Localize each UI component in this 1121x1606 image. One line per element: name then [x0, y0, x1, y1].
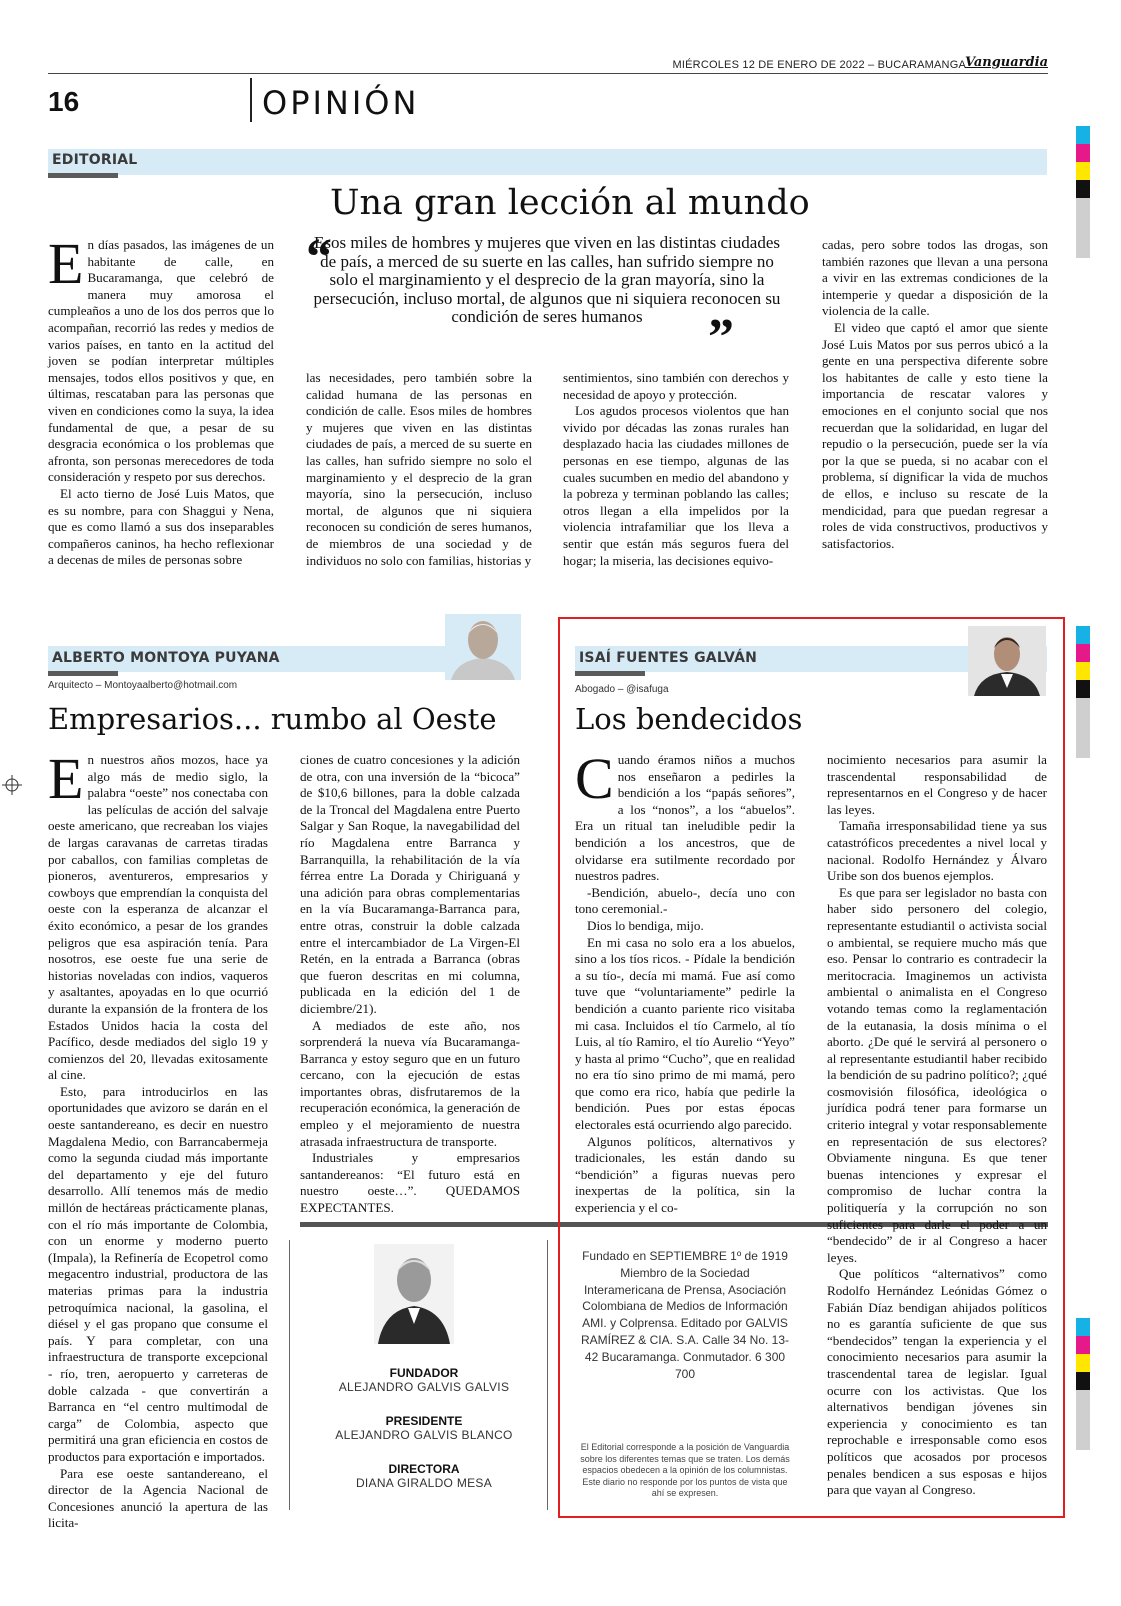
author-byline-montoya: Arquitecto – Montoyaalberto@hotmail.com — [48, 680, 238, 691]
registration-marks-top — [1076, 126, 1090, 258]
masthead-credits — [306, 1366, 542, 1510]
section-divider — [250, 78, 252, 122]
fuentes-paragraph: Es que para ser legislador no basta con haber sido personero del colegio, representante estudiantil o activista social o ambiental, se requiere mucho más que eso. Pensar lo contrario es contradecir la meritocracia. Imaginemos un activista ambiental o animalista en el Congreso votando temas como la reglamentación de la eutanasia, la dosis mínima o el aborto. ¿De qué le servirá al personero o al representante estudiantil haber recibido la bendición de su padrino político?; ¿qué cosmovisión filosófica, ideológica o jurídica podrá tener para formarse un criterio integral y votar responsablemente en representación de sus electores? Obviamente ninguna. Es que tener buenas intenciones y expresar el compromiso de luchar contra la politiquería y la corrupción no son suficientes para darle el poder a un “bendecido” de ir al Congreso a hacer leyes. — [827, 884, 1047, 1265]
header-rule — [48, 55, 1048, 74]
editorial-pull-quote: Esos miles de hombres y mujeres que viven en las distintas ciudades de país, a merced de su suerte en las calles, han sufrido siempre no solo el marginamiento y el desprecio de la gran mayoría, sino la persecución, incluso mortal, de algunos que ni siquiera reconocen su condición de seres humanos — [313, 233, 781, 326]
newspaper-logo[interactable]: Vanguardia — [964, 55, 1048, 70]
column-title-montoya: Empresarios... rumbo al Oeste — [48, 702, 497, 736]
founder-role: FUNDADOR — [389, 1366, 459, 1380]
founder-photo — [374, 1244, 454, 1344]
fuentes-paragraph: uando éramos niños a muchos nos enseñaron a pedirles la bendición a los “papás señores”, a los “nonos”, a los “abuelos”. Era un ritual tan ineludible pedir la bendición a los ancestros, que de olvidarse era sutilmente recordado por nuestros padres. — [575, 752, 795, 884]
quote-open-icon: “ — [306, 229, 332, 286]
director-name: DIANA GIRALDO MESA — [355, 1476, 493, 1490]
director-role: DIRECTORA — [388, 1462, 460, 1476]
masthead-separator-left — [289, 1240, 290, 1510]
editorial-paragraph: cadas, pero sobre todos las drogas, son también razones que llevan a una persona a vivir en las extremas condiciones de la intemperie y quedar a disposición de la violencia de la calle. — [822, 237, 1048, 319]
fuentes-dropcap: C — [575, 746, 614, 811]
author-byline-fuentes: Abogado – @isafuga — [575, 684, 669, 695]
editorial-column-2 — [306, 370, 532, 569]
editorial-label-bar — [48, 149, 1047, 175]
fuentes-paragraph: Que políticos “alternativos” como Rodolfo Hernández Leónidas Gómez o Fabián Díaz bendigan ahijados políticos no es garantía suficiente de que sus “bendecidos” tengan la experiencia y el conocimiento necesarios para asumir la trascendental tarea de legislar. Igual ocurre con los activistas. Que los alternativos bendigan jóvenes sin experiencia y conocimiento es tan reprochable e irresponsable como esos políticos que acosados por procesos penales bendicen a sus esposas e hijos para que vayan al Congreso. — [827, 1266, 1047, 1498]
quote-close-icon: ” — [708, 309, 734, 366]
editorial-paragraph: Los agudos procesos violentos que han vivido por décadas las zonas rurales han desplazado hacia las ciudades millones de personas en ese tiempo, algunas de las cuales sucumben en medio del abandono y la pobreza y terminan poblando las calles; otros llegan a ella impelidos por la violencia intrafamiliar que los lleva a sentir que están más seguros fuera del hogar; la miseria, las decisiones equivo- — [563, 403, 789, 568]
selection-highlight-box — [558, 617, 1065, 1518]
editorial-column-4 — [822, 237, 1048, 552]
montoya-paragraph: Esto, para introducirlos en las oportunidades que avizoro se darán en el oeste santandereano, es decir en nuestro Magdalena Medio, con Barrancabermeja como la segunda ciudad más importante del departamento y eje del futuro desarrollo. Allí tenemos más de medio millón de hectáreas prácticamente planas, con el río más importante de Colombia, con un enorme y moderno puerto (Impala), la Refinería de Ecopetrol como megacentro industrial, productora de las materias primas para la industria petroquímica nacional, la gasolina, el diésel y el gas propano que consume el país. Y para completar, con una infraestructura de transporte excepcional - río, tren, aeropuerto y carreteras de doble calzada - que convertirán a Barranca en “el centro multimodal de carga” de Colombia, aspecto que permitirá una gran eficiencia en costos de productos para exportación e importados. — [48, 1083, 268, 1464]
editorial-column-1 — [48, 231, 274, 569]
editorial-label: EDITORIAL — [52, 152, 138, 168]
column-title-fuentes: Los bendecidos — [575, 702, 803, 736]
author-name-fuentes: ISAÍ FUENTES GALVÁN — [579, 650, 758, 666]
editorial-paragraph: las necesidades, pero también sobre la calidad humana de las personas en condición de calle. Esos miles de hombres y mujeres que viven en las distintas ciudades de país, a merced de su suerte en las calles, han sufrido siempre no solo el marginamiento y el desprecio de la gran mayoría, sino la persecución, incluso mortal, de algunos que ni siquiera reconocen su condición de seres humanos, de miembros de una sociedad y de individuos no solo con familias, historias y — [306, 370, 532, 568]
editorial-paragraph: n días pasados, las imágenes de un habitante de calle, en Bucaramanga, que celebró de manera muy amorosa el cumpleaños a uno de los dos perros que lo acompañan, recorrió las redes y medios de varios países, en tanto en la actitud del joven se podían interpretar múltiples mensajes, todos ellos positivos y que, en últimas, rescataban para las personas que viven en condiciones como la suya, la idea fundamental de que, a pesar de su desgracia económica o los problemas que afronta, son personas merecedores de toda consideración y respeto por sus derechos. — [48, 237, 274, 485]
author-photo-montoya — [445, 614, 521, 680]
editorial-paragraph: El video que captó el amor que siente José Luis Matos por sus perros ubicó a la gente en una perspectiva diferente sobre los habitantes de calle y esto tiene la importancia de rescatar valores y emociones en el conjunto social que nos recuerdan que la solidaridad, en lugar del repudio o la persecución, puede ser la vía por la que se pueda, si no acabar con el problema, sí dignificar la vida de muchos de ellos, e incluso su rescate de la mendicidad, para que puedan regresar a roles de vida constructivos, productivos y satisfactorios. — [822, 319, 1048, 551]
editorial-paragraph: El acto tierno de José Luis Matos, que es su nombre, para con Shaggui y Nena, que es como llamó a sus dos inseparables compañeros caninos, ha hecho reflexionar a decenas de miles de personas sobre — [48, 485, 274, 568]
fuentes-paragraph: Algunos políticos, alternativos y tradicionales, les están dando su “bendición” a figuras nuevas pero inexpertas de la política, sin la experiencia y el co- — [575, 1133, 795, 1216]
montoya-paragraph: n nuestros años mozos, hace ya algo más de medio siglo, la palabra “oeste” nos conectaba con las películas de acción del salvaje oeste americano, que recreaban los viajes de largas caravanas de carretas tiradas por caballos, con familias completas de pioneros, aventureros, empresarios y cowboys que emprendían la conquista del oeste con la esperanza de alcanzar el éxito económico, a pesar de los grandes peligros que esa aspiración tenía. Para nosotros, ese oeste fue una serie de historias noveladas con indios, vaqueros y asaltantes, apoyadas en lo que ocurrió durante la expansión de la frontera de los Estados Unidos hacia la costa del Pacífico, desde mediados del siglo 19 y comienzos del 20, llevadas exitosamente al cine. — [48, 752, 268, 1083]
montoya-dropcap: E — [48, 746, 84, 811]
montoya-paragraph: A mediados de este año, nos sorprenderá la nueva vía Bucaramanga-Barranca y estoy seguro que en un futuro cercano, con la ejecución de estas importantes obras, disfrutaremos de la recuperación económica, la generación de empleo y el mejoramiento de nuestra atrasada infraestructura de transporte. — [300, 1017, 520, 1149]
page-number: 16 — [48, 86, 80, 117]
montoya-paragraph: ciones de cuatro concesiones y la adición de otra, con una inversión de la “bicoca” de $10,6 billones, para la doble calzada de la Troncal del Magdalena entre Puerto Salgar y San Roque, la navegabilidad del río Magdalena entre Barranca y Barranquilla, la rehabilitación de la vía férrea entre La Dorada y Chiriguaná y una adición para obras complementarias en la vía Bucaramanga-Barranca para, entre otras, construir la doble calzada entre el intercambiador de La Virgen-El Retén, en la entrada a Barranca (obras que fueron descritas en mi columna, publicada en la edición del 1 de diciembre/21). — [300, 752, 520, 1016]
author-name-montoya: ALBERTO MONTOYA PUYANA — [52, 650, 280, 666]
president-role: PRESIDENTE — [385, 1414, 463, 1428]
montoya-column-1 — [48, 746, 268, 1532]
editorial-title: Una gran lección al mundo — [330, 183, 810, 223]
president-name: ALEJANDRO GALVIS BLANCO — [335, 1428, 513, 1442]
fuentes-paragraph: -Bendición, abuelo-, decía uno con tono ceremonial.- — [575, 884, 795, 917]
masthead-info: Fundado en SEPTIEMBRE 1º de 1919 Miembro de la Sociedad Interamericana de Prensa, Asociación Colombiana de Medios de Información AMI. y Colprensa. Editado por GALVIS RAMÍREZ & CIA. S.A. Calle 34 No. 13-42 Bucaramanga. Conmutador. 6 300 700 — [580, 1249, 790, 1381]
editorial-dropcap: E — [48, 231, 84, 296]
founder-name: ALEJANDRO GALVIS GALVIS — [338, 1380, 510, 1394]
author-bar-underline — [48, 671, 118, 676]
date-line: MIÉRCOLES 12 DE ENERO DE 2022 – BUCARAMANGA — [672, 59, 966, 71]
masthead-separator-mid — [547, 1240, 548, 1510]
fuentes-paragraph: Dios lo bendiga, mijo. — [587, 917, 704, 933]
montoya-paragraph: Industriales y empresarios santandereanos: “El futuro está en nuestro oeste…”. QUEDAMOS EXPECTANTES. — [300, 1150, 520, 1216]
fuentes-paragraph: En mi casa no solo era a los abuelos, sino a los tíos ricos. - Pídale la bendición a su tío-, decía mi mamá. Fue así como tuve que “voluntariamente” pedirle la bendición a cuanto pariente rico visitaba mi casa. Incluidos el tío Carmelo, al tío Luis, al tío Ramiro, el tío Aurelio “Yeyo” y hasta al primo “Cucho”, que en realidad no era tío sino primo de mi mamá, pero que como era rico, había que pedirle la bendición. Pues por estas épocas electorales está ocurriendo algo parecido. — [575, 934, 795, 1133]
montoya-column-2 — [300, 752, 520, 1217]
fuentes-paragraph: nocimiento necesarios para asumir la trascendental responsabilidad de representarnos en el Congreso y de hacer las leyes. — [827, 752, 1047, 817]
section-title: OPINIÓN — [262, 84, 420, 122]
editorial-paragraph: sentimientos, sino también con derechos y necesidad de apoyo y protección. — [563, 370, 789, 402]
editorial-label-underline — [48, 173, 118, 178]
montoya-paragraph: Para ese oeste santandereano, el director de la Agencia Nacional de Concesiones anunció la apertura de las licita- — [48, 1465, 268, 1531]
registration-marks-bottom — [1076, 1318, 1090, 1450]
masthead-note: El Editorial corresponde a la posición de Vanguardia sobre los diferentes temas que se traten. Los demás espacios obedecen a la opinión de los columnistas. Este diario no responde por los puntos de vista que ahí se expresen. — [580, 1442, 790, 1498]
fuentes-paragraph: Tamaña irresponsabilidad tiene ya sus catastróficos precedentes a nivel local y nacional. Rodolfo Hernández y Álvaro Uribe son dos buenos ejemplos. — [827, 818, 1047, 884]
registration-marks-middle — [1076, 626, 1090, 758]
crosshair-icon — [2, 775, 22, 795]
editorial-column-3 — [563, 370, 789, 569]
